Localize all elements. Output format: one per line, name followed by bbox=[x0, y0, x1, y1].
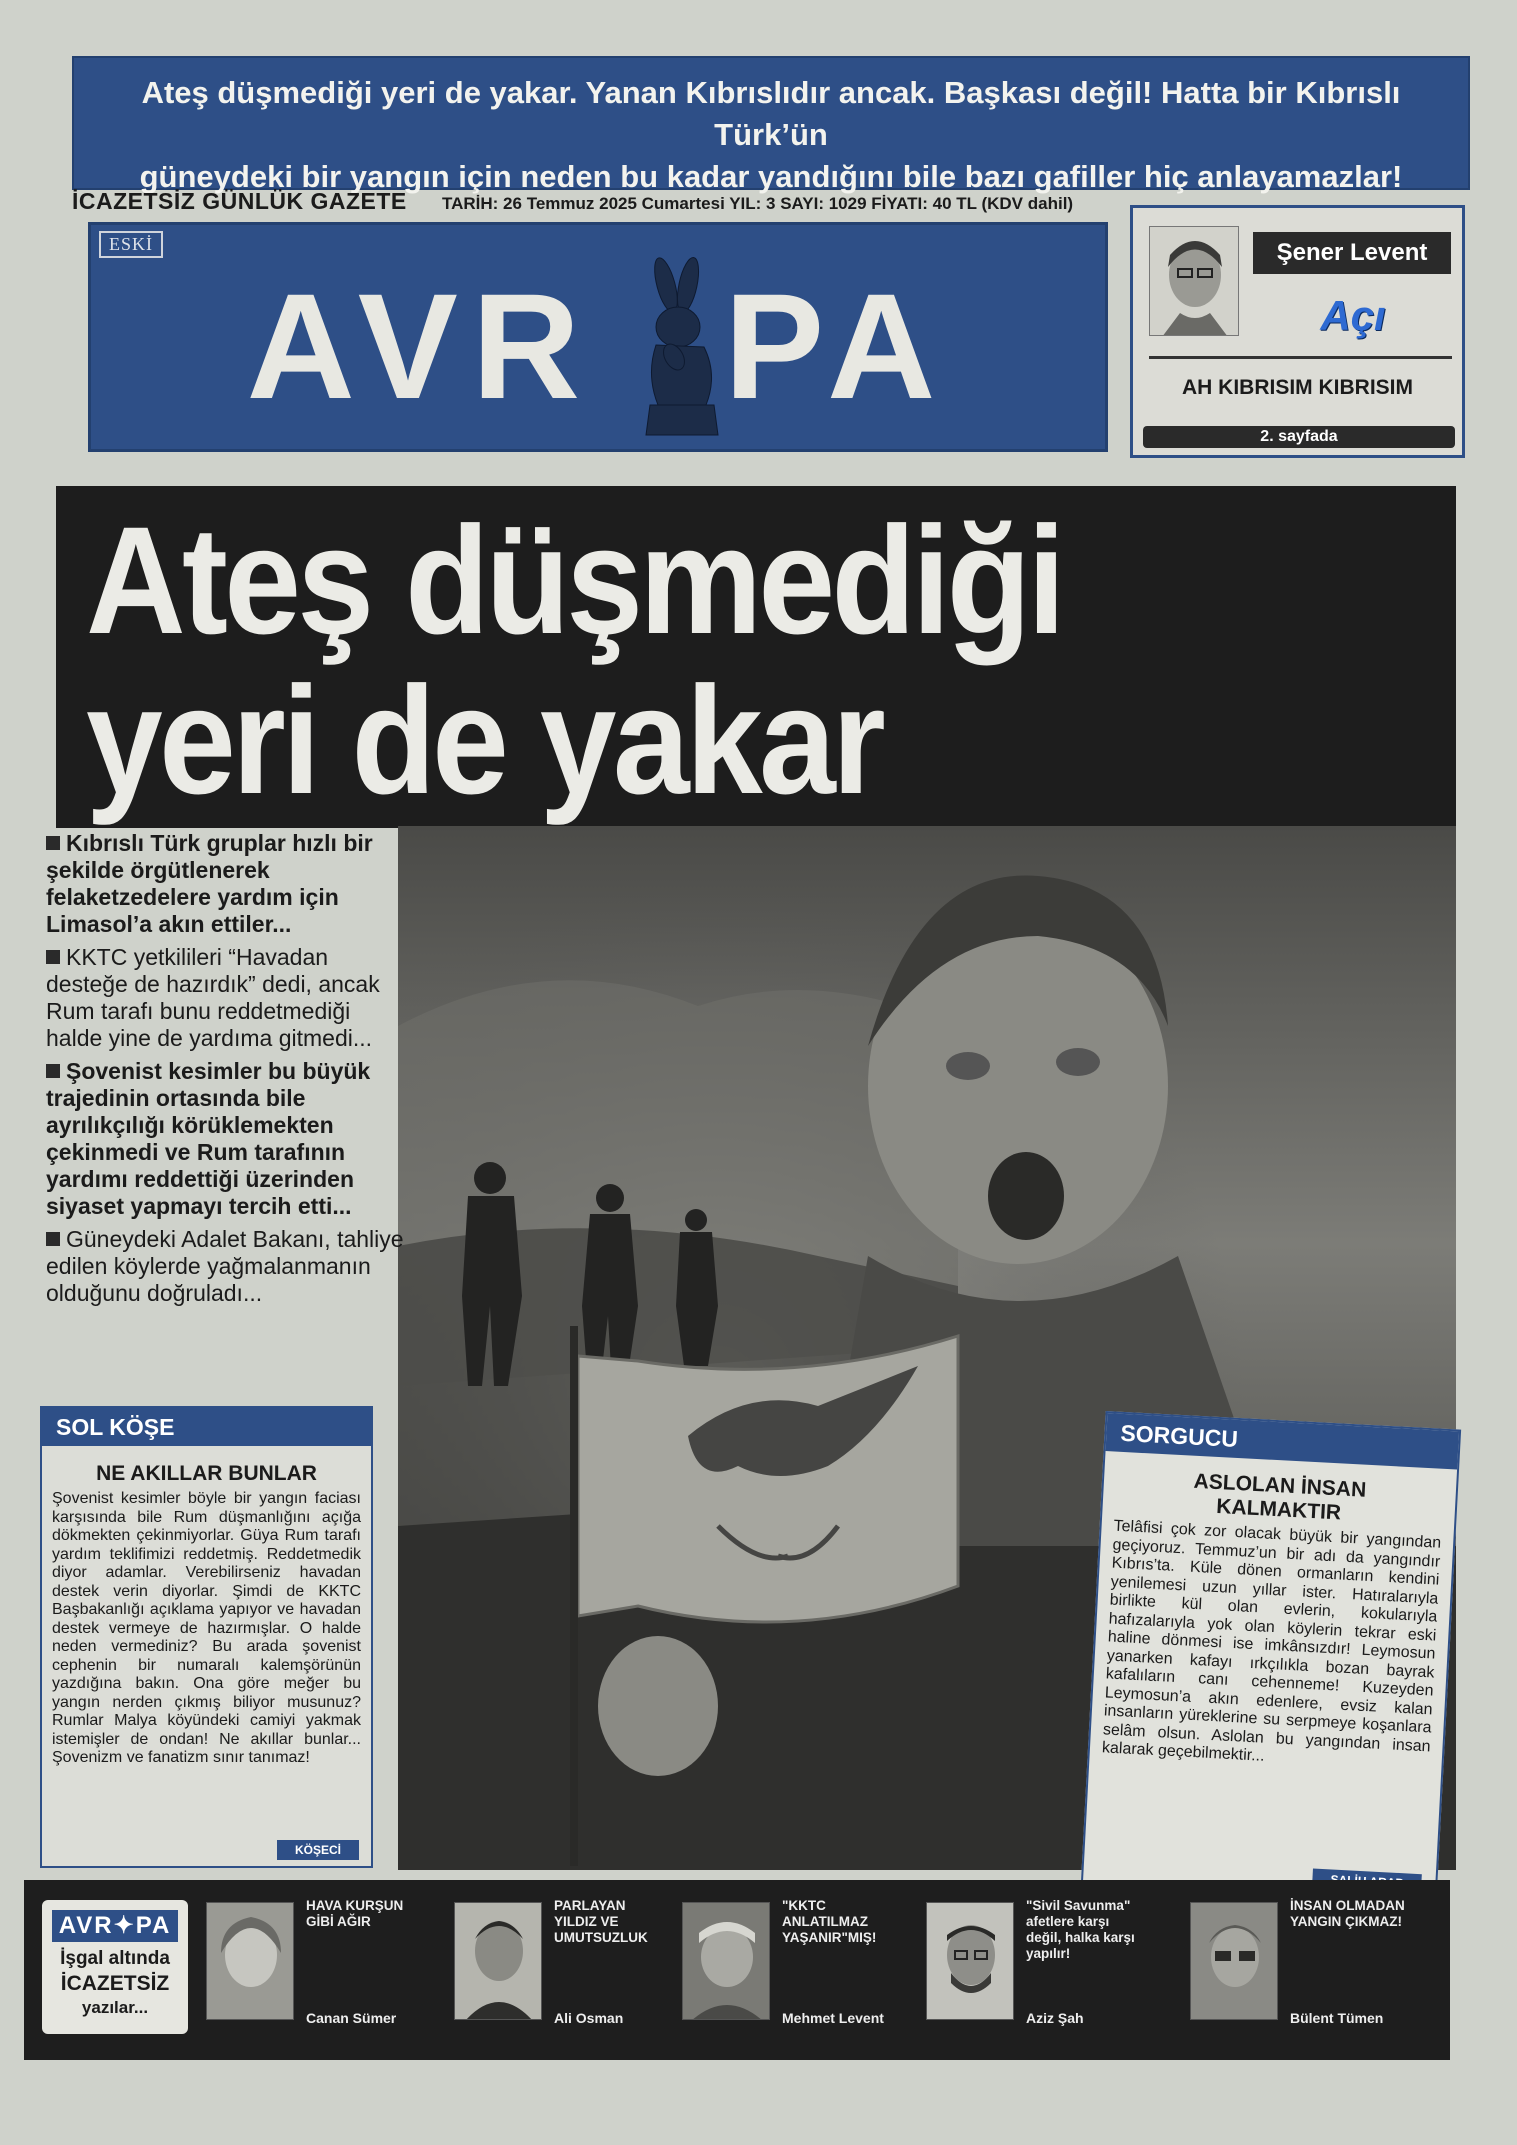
teaser-title: İNSAN OLMADAN YANGIN ÇIKMAZ! bbox=[1290, 1898, 1405, 1929]
sorgucu-box bbox=[1081, 1411, 1461, 1903]
newspaper-label: İCAZETSİZ GÜNLÜK GAZETE bbox=[72, 188, 407, 214]
top-banner bbox=[72, 56, 1470, 194]
headline-bullets bbox=[46, 830, 406, 1313]
main-headline bbox=[56, 486, 1456, 828]
bottom-tag-2: İCAZETSİZ bbox=[60, 1972, 170, 1995]
bottom-tag-1: İşgal altında bbox=[60, 1948, 170, 1969]
headline-line-1: Ateş düşmediği bbox=[86, 494, 1063, 666]
author-photo bbox=[1190, 1902, 1278, 2020]
logo-text-left: AVR bbox=[246, 262, 595, 430]
bullet-square-icon bbox=[46, 836, 60, 850]
teaser-author: Bülent Tümen bbox=[1290, 2010, 1384, 2026]
bottom-teaser-strip bbox=[24, 1880, 1450, 2060]
headline-line-2: yeri de yakar bbox=[86, 654, 883, 826]
issue-details: TARİH: 26 Temmuz 2025 Cumartesi YIL: 3 SAYI: 1029 FİYATI: 40 TL (KDV dahil) bbox=[442, 194, 1074, 213]
column-divider bbox=[1149, 356, 1452, 359]
bottom-tag-3: yazılar... bbox=[81, 1998, 149, 2017]
bullet-square-icon bbox=[46, 1064, 60, 1078]
bullet-item: KKTC yetkilileri “Havadan desteğe de hazırdık” dedi, ancak Rum tarafı bunu reddetmediği halde yine de yardıma gitmedi... bbox=[46, 944, 380, 1051]
sorgucu-title: ASLOLAN İNSAN KALMAKTIR bbox=[1193, 1469, 1367, 1525]
masthead bbox=[88, 222, 1108, 452]
sol-kose-text: Şovenist kesimler böyle bir yangın faciası karşısında bile Rum düşmanlığını açığa dökmekten çekinmiyorlar. Güya Rum tarafı yardım teklifimizi reddetmiş. Reddetmedik diyor adamlar. Verebilirseniz havadan destek verin diyorlar. Şimdi de KKTC Başbakanlığı açıklama yapıyor ve havadan destek vermeye de hazırmışlar. O halde neden vermediniz? Bu arada şovenist cephenin bir numaralı kalemşörünün yazdığına bakın. Ona göre meğer bu yangın nerden çıkmış biliyor musunuz? Rumlar Malya köyündeki camiyi yakmak istemişler de ondan! Ne akıllar bunlar... Şovenizm ve fanatizm sınır tanımaz! bbox=[52, 1490, 361, 1766]
column-title: AH KIBRISIM KIBRISIM bbox=[1182, 376, 1413, 399]
author-photo bbox=[454, 1902, 542, 2020]
bullet-item: Şovenist kesimler bu büyük trajedinin ortasında bile ayrılıkçılığı körüklemekten çekinmedi ve Rum tarafının yardımı reddettiği üzerinden siyaset yapmayı tercih etti... bbox=[46, 1058, 371, 1219]
author-photo bbox=[1149, 226, 1239, 336]
column-author: Şener Levent bbox=[1253, 232, 1451, 274]
eski-label: ESKİ bbox=[99, 231, 163, 258]
sol-kose-title: NE AKILLAR BUNLAR bbox=[96, 1462, 317, 1485]
teaser-title: PARLAYAN YILDIZ VE UMUTSUZLUK bbox=[554, 1898, 648, 1945]
author-photo bbox=[206, 1902, 294, 2020]
sol-kose-box bbox=[40, 1406, 373, 1868]
teaser-title: "Sivil Savunma" afetlere karşı değil, halka karşı yapılır! bbox=[1026, 1898, 1135, 1961]
top-banner-line-1: Ateş düşmediği yeri de yakar. Yanan Kıbrıslıdır ancak. Başkası değil! Hatta bir Kıbrıslı Türk’ün bbox=[141, 75, 1401, 152]
teaser-author: Canan Sümer bbox=[306, 2010, 397, 2026]
column-page-reference: 2. sayfada bbox=[1143, 426, 1455, 448]
sol-kose-signature: KÖŞECİ bbox=[277, 1840, 359, 1860]
mini-logo: AVR✦PA bbox=[52, 1910, 178, 1942]
teaser-author: Aziz Şah bbox=[1026, 2010, 1084, 2026]
bullet-item: Kıbrıslı Türk gruplar hızlı bir şekilde örgütlenerek felaketzedelere yardım için Limasol’a akın ettiler... bbox=[46, 830, 373, 937]
column-promo-box[interactable] bbox=[1130, 205, 1465, 458]
teaser-author: Mehmet Levent bbox=[782, 2010, 884, 2026]
sol-kose-header: SOL KÖŞE bbox=[42, 1408, 371, 1446]
author-photo bbox=[682, 1902, 770, 2020]
top-banner-line-2: güneydeki bir yangın için neden bu kadar yandığını bile bazı gafiller hiç anlayamazlar! bbox=[139, 159, 1403, 194]
bottom-logo-box bbox=[42, 1900, 188, 2034]
newspaper-logo bbox=[91, 261, 1105, 431]
bullet-square-icon bbox=[46, 950, 60, 964]
logo-text-right: PA bbox=[724, 262, 950, 430]
sorgucu-text: Telâfisi çok zor olacak büyük bir yangından geçiyoruz. Temmuz’un bir adı da yangındır Kıbrıs’ta. Küle dönen ormanların kendini yenilemesi uzun yıllar ister. Hatıralarıyla birlikte kül olan evlerin, kokularıyla hafızalarıyla yok olan köylerin tekrar eski haline dönmesi ise imkânsızdır! Leymosun yanarken kafayı ırkçılıkla bozan bayrak kafalıların canı cehenneme! Kuzeyden Leymosun’a akın edenlere, evsiz kalan insanların yüreklerine su serpmeye koşanlara selâm olsun. Aslolan bu yangından insan kalarak geçebilmektir... bbox=[1101, 1517, 1442, 1765]
teaser-title: HAVA KURŞUN GİBİ AĞIR bbox=[306, 1898, 404, 1929]
teaser-author: Ali Osman bbox=[554, 2010, 624, 2026]
column-name: Açı bbox=[1320, 292, 1386, 339]
thinker-rabbit-icon bbox=[626, 255, 736, 445]
bullet-square-icon bbox=[46, 1232, 60, 1246]
bullet-item: Güneydeki Adalet Bakanı, tahliye edilen köylerde yağmalanmanın olduğunu doğruladı... bbox=[46, 1226, 404, 1306]
teaser-title: "KKTC ANLATILMAZ YAŞANIR"MIŞ! bbox=[782, 1898, 877, 1945]
sorgucu-header: SORGUCU bbox=[1106, 1413, 1460, 1469]
author-photo bbox=[926, 1902, 1014, 2020]
